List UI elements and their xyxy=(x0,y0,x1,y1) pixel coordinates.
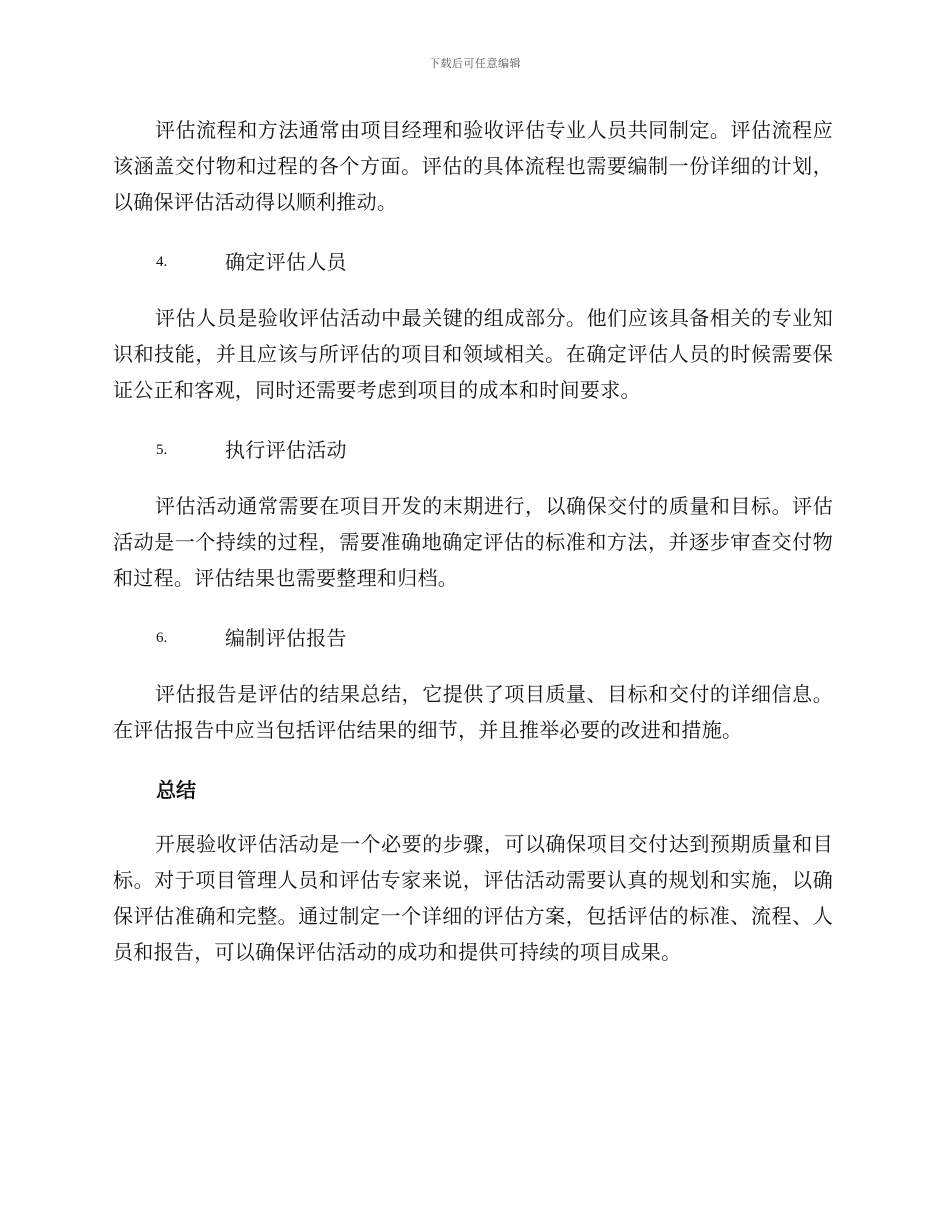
section-title-summary: 总结 xyxy=(156,778,196,802)
list-item-5 xyxy=(113,432,833,468)
list-item-number: 6. xyxy=(156,630,168,646)
list-item-6 xyxy=(113,620,833,656)
header-note: 下载后可任意编辑 xyxy=(429,57,521,70)
paragraph-execute-evaluation: 评估活动通常需要在项目开发的末期进行，以确保交付的质量和目标。评估活动是一个持续的过程，需要准确地确定评估的标准和方法，并逐步审查交付物和过程。评估结果也需要整理和归档。 xyxy=(113,494,833,590)
paragraph-evaluation-report: 评估报告是评估的结果总结，它提供了项目质量、目标和交付的详细信息。在评估报告中应当包括评估结果的细节，并且推举必要的改进和措施。 xyxy=(113,682,833,742)
list-item-title: 确定评估人员 xyxy=(225,250,347,274)
paragraph-summary: 开展验收评估活动是一个必要的步骤，可以确保项目交付达到预期质量和目标。对于项目管理人员和评估专家来说，评估活动需要认真的规划和实施，以确保评估准确和完整。通过制定一个详细的评估方案，包括评估的标准、流程、人员和报告，可以确保评估活动的成功和提供可持续的项目成果。 xyxy=(113,832,833,964)
list-item-number: 4. xyxy=(156,254,168,270)
list-item-title: 执行评估活动 xyxy=(225,438,347,462)
paragraph-evaluation-process: 评估流程和方法通常由项目经理和验收评估专业人员共同制定。评估流程应该涵盖交付物和过程的各个方面。评估的具体流程也需要编制一份详细的计划，以确保评估活动得以顺利推动。 xyxy=(113,118,833,214)
document-body xyxy=(113,112,833,994)
list-item-4 xyxy=(113,244,833,280)
list-item-title: 编制评估报告 xyxy=(225,626,347,650)
paragraph-evaluators: 评估人员是验收评估活动中最关键的组成部分。他们应该具备相关的专业知识和技能，并且应该与所评估的项目和领域相关。在确定评估人员的时候需要保证公正和客观，同时还需要考虑到项目的成本和时间要求。 xyxy=(113,306,833,402)
list-item-number: 5. xyxy=(156,442,168,458)
